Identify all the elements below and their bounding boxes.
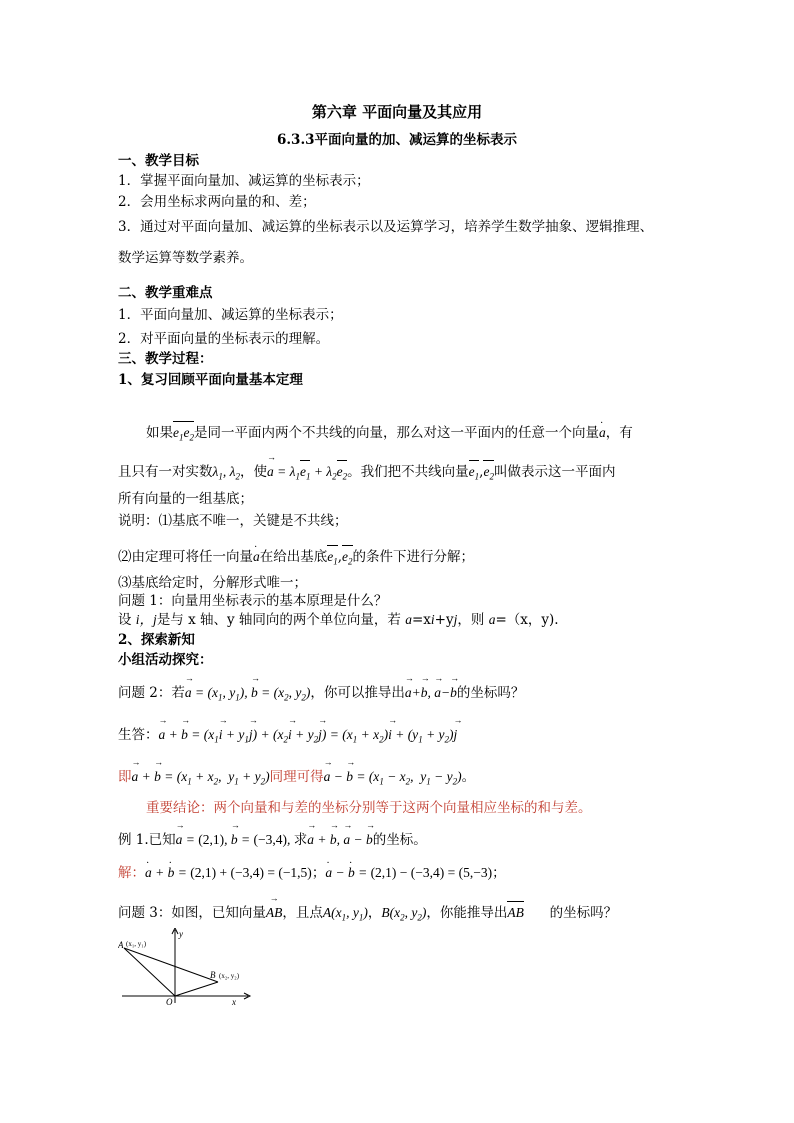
goal-item-1: 1．掌握平面向量加、减运算的坐标表示；	[118, 173, 370, 189]
label-x: x	[232, 997, 236, 1006]
section-title: 6.3.3平面向量的加、减运算的坐标表示	[276, 132, 518, 148]
label-a-coord: (x₁, y₁)	[126, 940, 147, 948]
segment-ob	[175, 982, 218, 996]
goal-item-3: 3．通过对平面向量加、减运算的坐标表示以及运算学习，培养学生数学抽象、逻辑推理、	[118, 219, 654, 235]
chapter-title: 第六章 平面向量及其应用	[311, 103, 483, 121]
important-conclusion: 重要结论：两个向量和与差的坐标分别等于这两个向量相应坐标的和与差。	[146, 800, 592, 816]
segment-oa	[124, 948, 175, 996]
segment-ab	[124, 948, 218, 982]
label-a: A	[118, 940, 124, 950]
note-1: 说明：⑴基底不唯一，关键是不共线；	[118, 513, 348, 529]
goal-item-2: 2．会用坐标求两向量的和、差；	[118, 194, 316, 210]
vector-figure	[118, 928, 258, 1006]
student-answer: 生答：→ a + → $b = (x_1\to i + y_1\to j) + (x_2\to i + y_2\to j) = (x_1 + x_2)\to i + (y_1 + y_2)\to j$	[118, 726, 457, 749]
label-y: y	[179, 929, 183, 939]
group-activity: 小组活动探究：	[118, 652, 213, 668]
theorem-line-2: 且只有一对实数$\lambda_1$, $\lambda_2$，使→ $a = \lambda_1e_1 + \lambda_2e_2$。我们把不共线向量$e_1,e_2$叫做表示这一平面内	[118, 463, 615, 486]
label-b: B	[210, 970, 216, 980]
example-1-solution: 解：· a + · b = (2,1) + (−3,4) = (−1,5)；· a − · b = (2,1) − (−3,4) = (5,−3)；	[118, 864, 506, 882]
question-2: 问题 2：若→ $a = (x_1$, $y_1$), → $b = (x_2$, $y_2$)，你可以推导出→ a+→ b, → a−→ b的坐标吗？	[118, 684, 524, 707]
keypoint-item-1: 1．平面向量加、减运算的坐标表示；	[118, 307, 343, 323]
note-3: ⑶基底给定时，分解形式唯一；	[118, 575, 307, 591]
keypoint-item-2: 2．对平面向量的坐标表示的理解。	[118, 331, 330, 347]
goals-heading: 一、教学目标	[118, 153, 199, 169]
goal-item-3-cont: 数学运算等数学素养。	[118, 250, 253, 266]
process-heading: 三、教学过程：	[118, 351, 213, 367]
keypoints-heading: 二、教学重难点	[118, 285, 213, 301]
note-2: ⑵由定理可将任一向量· a在给出基底$e_1,e_2$的条件下进行分解；	[118, 548, 474, 571]
label-b-coord: (x₂, y₂)	[219, 972, 240, 980]
theorem-line-3: 所有向量的一组基底；	[118, 491, 253, 507]
theorem-line-1: 如果$e_1e_2$是同一平面内两个不共线的向量，那么对这一平面内的任意一个向量· a，有	[146, 424, 633, 447]
result-line: 即→ a + → $b = (x_1 + x_2$, $y_1 + y_2$)同理可得→ a − → $b = (x_1 - x_2$, $y_1 - y_2$)。	[118, 768, 475, 791]
question-1: 问题 1：向量用坐标表示的基本原理是什么？	[118, 593, 388, 609]
label-o: O	[166, 997, 173, 1006]
subsection-explore: 2、探索新知	[118, 632, 195, 648]
example-1: 例 1.已知→ a = (2,1), → b = (−3,4), 求→ a + → b, → a − → b的坐标。	[118, 831, 427, 849]
question-1-answer: 设 i，j是与 x 轴、y 轴同向的两个单位向量，若 a=xi+yj，则 a=（x，y).	[118, 612, 559, 628]
question-3: 问题 3：如图，已知向量→ AB，且点$A(x_1$, $y_1$)，$B(x_2$, $y_2$)，你能推导出AB 的坐标吗？	[118, 904, 617, 927]
subsection-review: 1、复习回顾平面向量基本定理	[118, 372, 303, 388]
